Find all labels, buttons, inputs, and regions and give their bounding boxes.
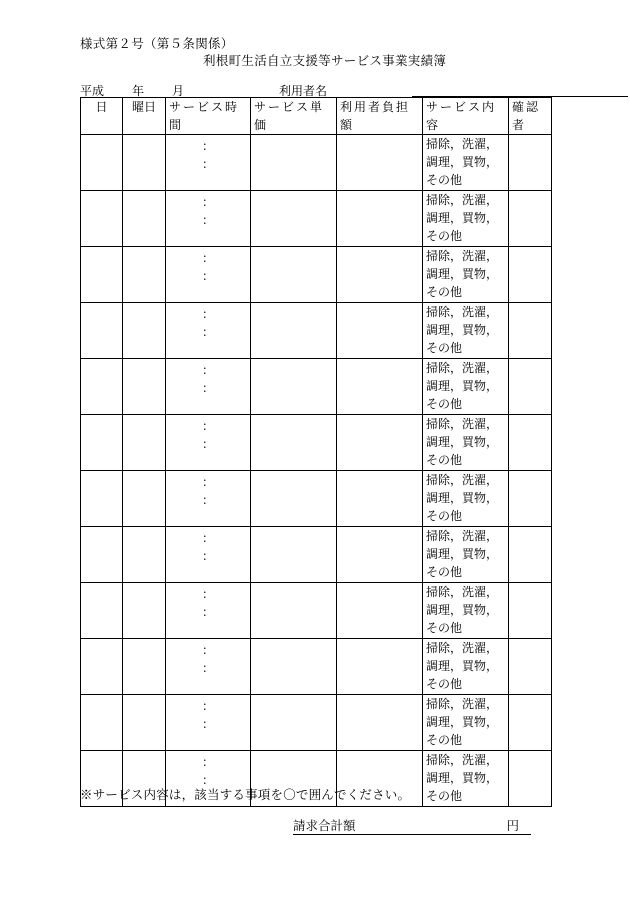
weekday-cell — [123, 527, 166, 583]
unit-price-cell — [251, 135, 337, 191]
service-content-cell — [423, 415, 509, 471]
unit-price-cell — [251, 639, 337, 695]
time-colon: ： — [201, 531, 214, 545]
weekday-cell — [123, 247, 166, 303]
time-colon: ： — [201, 437, 214, 451]
header-confirmer: 確認者 — [509, 98, 552, 135]
document-title: 利根町生活自立支援等サービス事業実績簿 — [203, 53, 447, 68]
confirmer-cell — [509, 191, 552, 247]
day-cell — [81, 191, 123, 247]
service-content-cell — [423, 751, 509, 807]
table-row — [81, 471, 552, 527]
weekday-cell — [123, 359, 166, 415]
unit-price-cell — [251, 191, 337, 247]
service-content-cell — [423, 191, 509, 247]
service-time-cell — [166, 303, 251, 359]
user-charge-cell — [337, 527, 423, 583]
content-option-line: その他 — [426, 509, 463, 523]
content-option-line: 掃除，洗濯， — [426, 417, 499, 431]
content-option-line: 調理，買物， — [426, 771, 499, 785]
unit-price-cell — [251, 415, 337, 471]
content-option-line: 掃除，洗濯， — [426, 529, 499, 543]
record-table — [80, 97, 552, 807]
content-option-line: 掃除，洗濯， — [426, 249, 499, 263]
table-row — [81, 583, 552, 639]
content-option-line: 調理，買物， — [426, 155, 499, 169]
content-option-line: 掃除，洗濯， — [426, 361, 499, 375]
confirmer-cell — [509, 303, 552, 359]
header-service-time: サービス時間 — [166, 98, 251, 135]
service-content-cell — [423, 135, 509, 191]
content-option-line: 調理，買物， — [426, 379, 499, 393]
day-cell — [81, 695, 123, 751]
service-time-cell — [166, 639, 251, 695]
unit-price-cell — [251, 303, 337, 359]
service-content-cell — [423, 527, 509, 583]
record-rows — [81, 135, 552, 807]
content-option-line: 調理，買物， — [426, 715, 499, 729]
content-option-line: 掃除，洗濯， — [426, 697, 499, 711]
content-option-line: 調理，買物， — [426, 435, 499, 449]
time-colon: ： — [201, 195, 214, 209]
user-charge-cell — [337, 247, 423, 303]
weekday-cell — [123, 135, 166, 191]
header-service-content: サービス内容 — [423, 98, 509, 135]
header-day: 日 — [81, 98, 123, 135]
confirmer-cell — [509, 527, 552, 583]
user-charge-cell — [337, 415, 423, 471]
table-header-row — [81, 98, 552, 135]
yen-unit: 円 — [506, 818, 519, 833]
weekday-cell — [123, 191, 166, 247]
time-colon: ： — [201, 251, 214, 265]
service-time-cell — [166, 359, 251, 415]
confirmer-cell — [509, 247, 552, 303]
time-colon: ： — [201, 605, 214, 619]
service-content-cell — [423, 247, 509, 303]
content-option-line: 調理，買物， — [426, 267, 499, 281]
user-charge-cell — [337, 191, 423, 247]
content-option-line: 掃除，洗濯， — [426, 305, 499, 319]
user-charge-cell — [337, 303, 423, 359]
time-colon: ： — [201, 717, 214, 731]
table-row — [81, 527, 552, 583]
unit-price-cell — [251, 583, 337, 639]
service-content-cell — [423, 471, 509, 527]
day-cell — [81, 639, 123, 695]
service-time-cell — [166, 415, 251, 471]
total-amount-row — [293, 816, 531, 835]
content-option-line: その他 — [426, 285, 463, 299]
table-row — [81, 359, 552, 415]
service-time-cell — [166, 247, 251, 303]
confirmer-cell — [509, 415, 552, 471]
service-time-cell — [166, 695, 251, 751]
content-option-line: その他 — [426, 229, 463, 243]
time-colon: ： — [201, 363, 214, 377]
content-option-line: 掃除，洗濯， — [426, 193, 499, 207]
service-content-cell — [423, 359, 509, 415]
confirmer-cell — [509, 639, 552, 695]
time-colon: ： — [201, 643, 214, 657]
year-label: 年 — [132, 84, 145, 98]
content-option-line: 掃除，洗濯， — [426, 585, 499, 599]
time-colon: ： — [201, 699, 214, 713]
day-cell — [81, 415, 123, 471]
day-cell — [81, 527, 123, 583]
time-colon: ： — [201, 381, 214, 395]
service-content-cell — [423, 303, 509, 359]
weekday-cell — [123, 471, 166, 527]
table-row — [81, 695, 552, 751]
content-option-line: その他 — [426, 621, 463, 635]
weekday-cell — [123, 415, 166, 471]
day-cell — [81, 135, 123, 191]
content-option-line: その他 — [426, 397, 463, 411]
user-charge-cell — [337, 135, 423, 191]
confirmer-cell — [509, 751, 552, 807]
time-colon: ： — [201, 307, 214, 321]
unit-price-cell — [251, 247, 337, 303]
header-user-charge: 利用者負担額 — [337, 98, 423, 135]
user-charge-cell — [337, 471, 423, 527]
weekday-cell — [123, 639, 166, 695]
service-time-cell — [166, 191, 251, 247]
content-option-line: 調理，買物， — [426, 491, 499, 505]
user-charge-cell — [337, 695, 423, 751]
period-row — [80, 82, 550, 98]
confirmer-cell — [509, 695, 552, 751]
unit-price-cell — [251, 695, 337, 751]
time-colon: ： — [201, 419, 214, 433]
time-colon: ： — [201, 475, 214, 489]
content-option-line: 調理，買物， — [426, 603, 499, 617]
table-row — [81, 303, 552, 359]
weekday-cell — [123, 695, 166, 751]
day-cell — [81, 247, 123, 303]
time-colon: ： — [201, 587, 214, 601]
service-time-cell — [166, 471, 251, 527]
time-colon: ： — [201, 213, 214, 227]
content-option-line: 調理，買物， — [426, 659, 499, 673]
content-option-line: その他 — [426, 733, 463, 747]
content-option-line: 掃除，洗濯， — [426, 473, 499, 487]
content-option-line: 調理，買物， — [426, 211, 499, 225]
service-content-cell — [423, 695, 509, 751]
service-content-cell — [423, 583, 509, 639]
service-time-cell — [166, 583, 251, 639]
time-colon: ： — [201, 325, 214, 339]
content-option-line: その他 — [426, 341, 463, 355]
era-label: 平成 — [80, 84, 105, 98]
content-option-line: 掃除，洗濯， — [426, 641, 499, 655]
user-charge-cell — [337, 583, 423, 639]
content-option-line: その他 — [426, 453, 463, 467]
table-row — [81, 191, 552, 247]
header-unit-price: サービス単価 — [251, 98, 337, 135]
content-option-line: 調理，買物， — [426, 323, 499, 337]
content-option-line: その他 — [426, 565, 463, 579]
content-option-line: その他 — [426, 677, 463, 691]
total-amount-label: 請求合計額 — [293, 818, 356, 833]
weekday-cell — [123, 303, 166, 359]
confirmer-cell — [509, 135, 552, 191]
content-option-line: 掃除，洗濯， — [426, 753, 499, 767]
time-colon: ： — [201, 661, 214, 675]
time-colon: ： — [201, 493, 214, 507]
table-row — [81, 639, 552, 695]
service-time-cell — [166, 527, 251, 583]
content-option-line: 調理，買物， — [426, 547, 499, 561]
unit-price-cell — [251, 359, 337, 415]
form-number: 様式第２号（第５条関係） — [80, 36, 234, 51]
user-charge-cell — [337, 639, 423, 695]
table-row — [81, 135, 552, 191]
time-colon: ： — [201, 773, 214, 787]
confirmer-cell — [509, 359, 552, 415]
table-row — [81, 247, 552, 303]
footnote: ※サービス内容は，該当する事項を〇で囲んでください。 — [80, 787, 411, 802]
confirmer-cell — [509, 583, 552, 639]
user-charge-cell — [337, 359, 423, 415]
day-cell — [81, 303, 123, 359]
service-content-cell — [423, 639, 509, 695]
service-time-cell — [166, 135, 251, 191]
day-cell — [81, 359, 123, 415]
unit-price-cell — [251, 471, 337, 527]
content-option-line: その他 — [426, 789, 463, 803]
time-colon: ： — [201, 549, 214, 563]
table-row — [81, 415, 552, 471]
time-colon: ： — [201, 755, 214, 769]
weekday-cell — [123, 583, 166, 639]
day-cell — [81, 471, 123, 527]
time-colon: ： — [201, 269, 214, 283]
user-name-label: 利用者名 — [279, 84, 328, 98]
confirmer-cell — [509, 471, 552, 527]
time-colon: ： — [201, 157, 214, 171]
content-option-line: その他 — [426, 173, 463, 187]
time-colon: ： — [201, 139, 214, 153]
header-weekday: 曜日 — [123, 98, 166, 135]
month-label: 月 — [172, 84, 185, 98]
unit-price-cell — [251, 527, 337, 583]
day-cell — [81, 583, 123, 639]
content-option-line: 掃除，洗濯， — [426, 137, 499, 151]
